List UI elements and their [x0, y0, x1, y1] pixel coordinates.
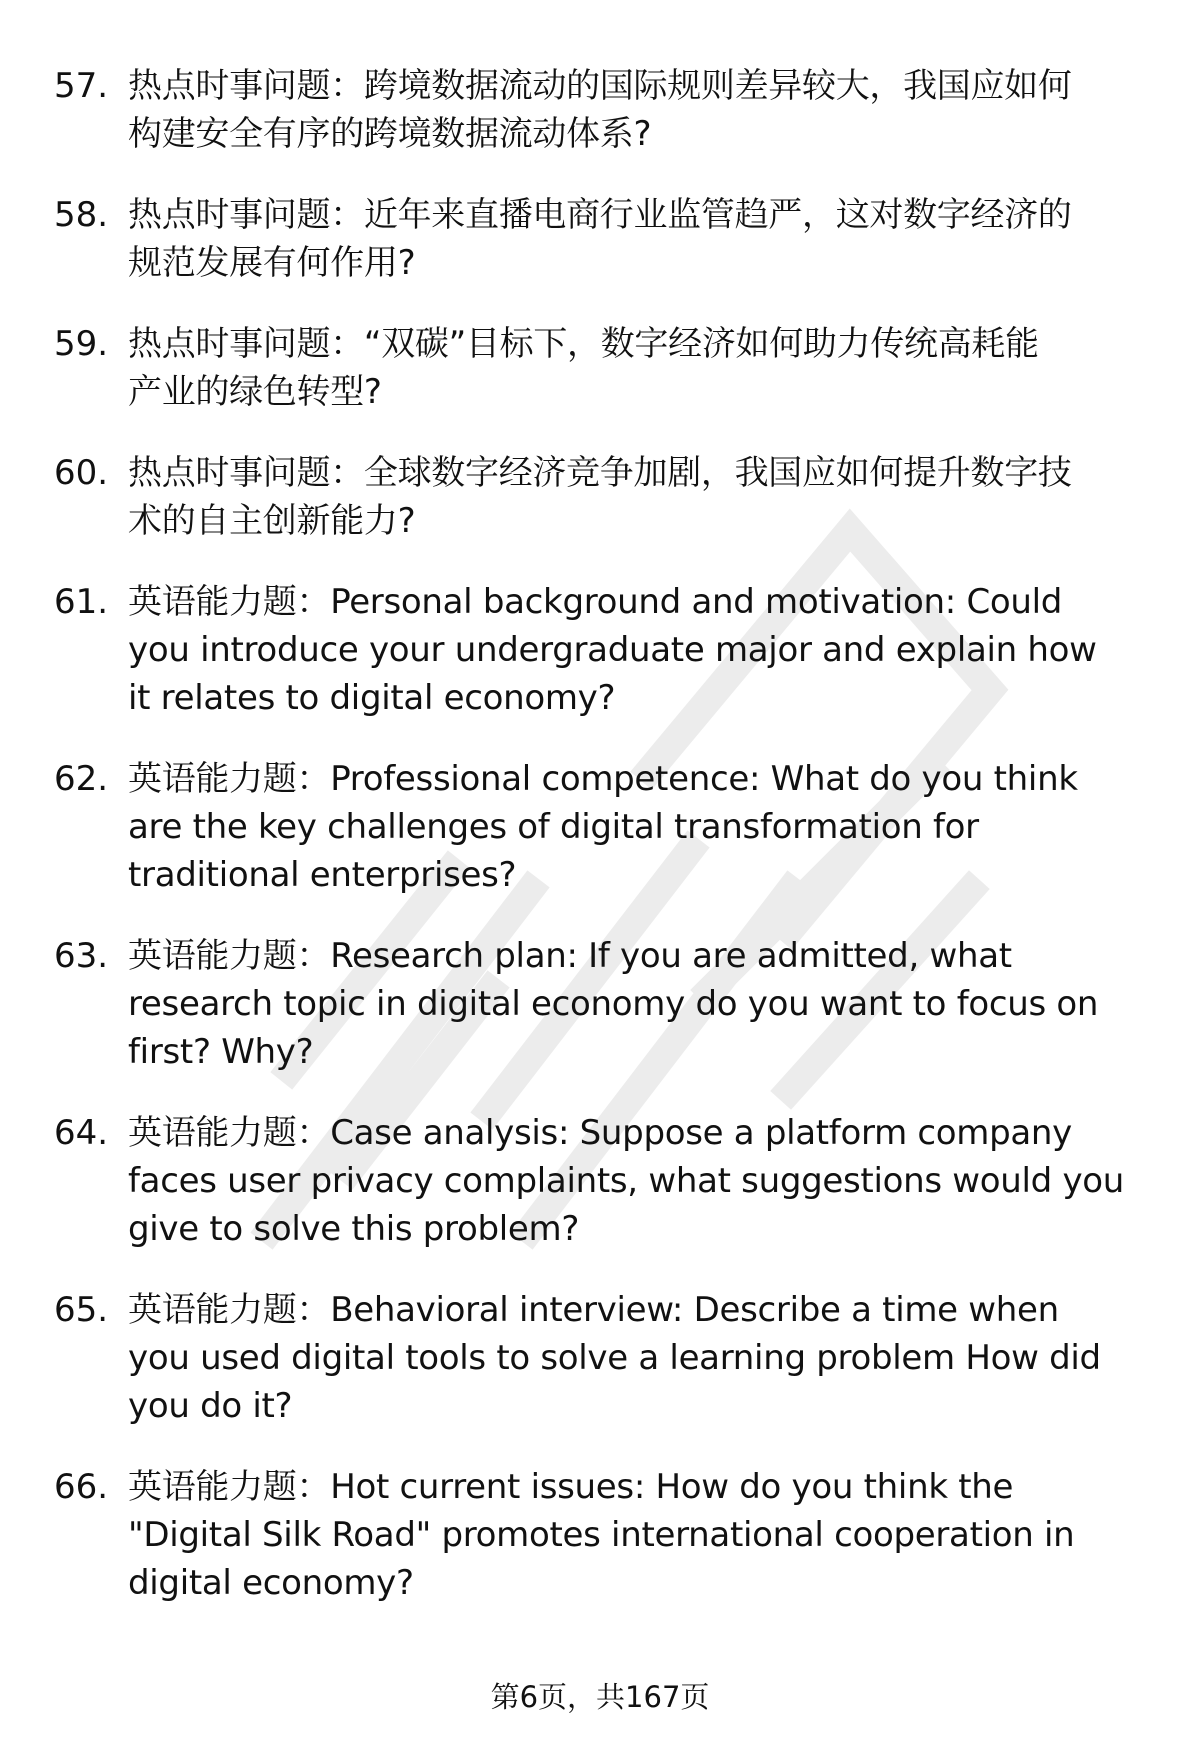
question-line: 热点时事问题：近年来直播电商行业监管趋严，这对数字经济的	[128, 195, 1072, 235]
question-text	[128, 62, 1200, 158]
question-number: 63.	[54, 936, 109, 976]
question-line: 热点时事问题：跨境数据流动的国际规则差异较大，我国应如何	[128, 66, 1072, 106]
question-line: traditional enterprises?	[128, 855, 517, 895]
question-item	[0, 62, 1200, 158]
question-item	[0, 320, 1200, 416]
question-line: 英语能力题：Research plan: If you are admitted, what	[128, 936, 1012, 976]
question-number: 64.	[54, 1113, 109, 1153]
question-line: it relates to digital economy?	[128, 678, 616, 718]
question-line: you do it?	[128, 1386, 293, 1426]
question-item	[0, 1109, 1200, 1253]
question-line: digital economy?	[128, 1563, 414, 1603]
question-text	[128, 320, 1200, 416]
question-line: 构建安全有序的跨境数据流动体系?	[128, 114, 652, 154]
question-number: 66.	[54, 1467, 109, 1507]
question-item	[0, 1463, 1200, 1607]
question-number: 61.	[54, 582, 109, 622]
question-number: 59.	[54, 324, 109, 364]
question-line: 热点时事问题：全球数字经济竞争加剧，我国应如何提升数字技	[128, 453, 1072, 493]
question-line: 热点时事问题：“双碳”目标下，数字经济如何助力传统高耗能	[128, 324, 1039, 364]
question-number: 60.	[54, 453, 109, 493]
question-line: 英语能力题：Professional competence: What do you think	[128, 759, 1078, 799]
question-line: faces user privacy complaints, what suggestions would you	[128, 1161, 1125, 1201]
question-text	[128, 578, 1200, 722]
question-text	[128, 755, 1200, 899]
page-footer: 第6页，共167页	[490, 1680, 710, 1714]
question-list	[0, 62, 1200, 1640]
question-text	[128, 449, 1200, 545]
question-item	[0, 578, 1200, 722]
question-number: 65.	[54, 1290, 109, 1330]
question-text	[128, 191, 1200, 287]
question-item	[0, 191, 1200, 287]
question-number: 57.	[54, 66, 109, 106]
question-item	[0, 1286, 1200, 1430]
question-text	[128, 1286, 1200, 1430]
question-text	[128, 932, 1200, 1076]
question-line: are the key challenges of digital transformation for	[128, 807, 979, 847]
question-number: 62.	[54, 759, 109, 799]
question-item	[0, 932, 1200, 1076]
question-line: give to solve this problem?	[128, 1209, 580, 1249]
question-line: you introduce your undergraduate major and explain how	[128, 630, 1097, 670]
question-text	[128, 1109, 1200, 1253]
question-text	[128, 1463, 1200, 1607]
question-item	[0, 755, 1200, 899]
question-line: first? Why?	[128, 1032, 314, 1072]
question-line: 术的自主创新能力?	[128, 501, 416, 541]
question-line: 英语能力题：Hot current issues: How do you think the	[128, 1467, 1014, 1507]
question-line: you used digital tools to solve a learning problem How did	[128, 1338, 1101, 1378]
question-line: "Digital Silk Road" promotes international cooperation in	[128, 1515, 1075, 1555]
question-number: 58.	[54, 195, 109, 235]
question-line: 产业的绿色转型?	[128, 372, 382, 412]
question-line: 英语能力题：Personal background and motivation: Could	[128, 582, 1063, 622]
question-line: 英语能力题：Behavioral interview: Describe a time when	[128, 1290, 1059, 1330]
question-line: 英语能力题：Case analysis: Suppose a platform company	[128, 1113, 1072, 1153]
question-line: research topic in digital economy do you want to focus on	[128, 984, 1099, 1024]
question-item	[0, 449, 1200, 545]
question-line: 规范发展有何作用?	[128, 243, 416, 283]
